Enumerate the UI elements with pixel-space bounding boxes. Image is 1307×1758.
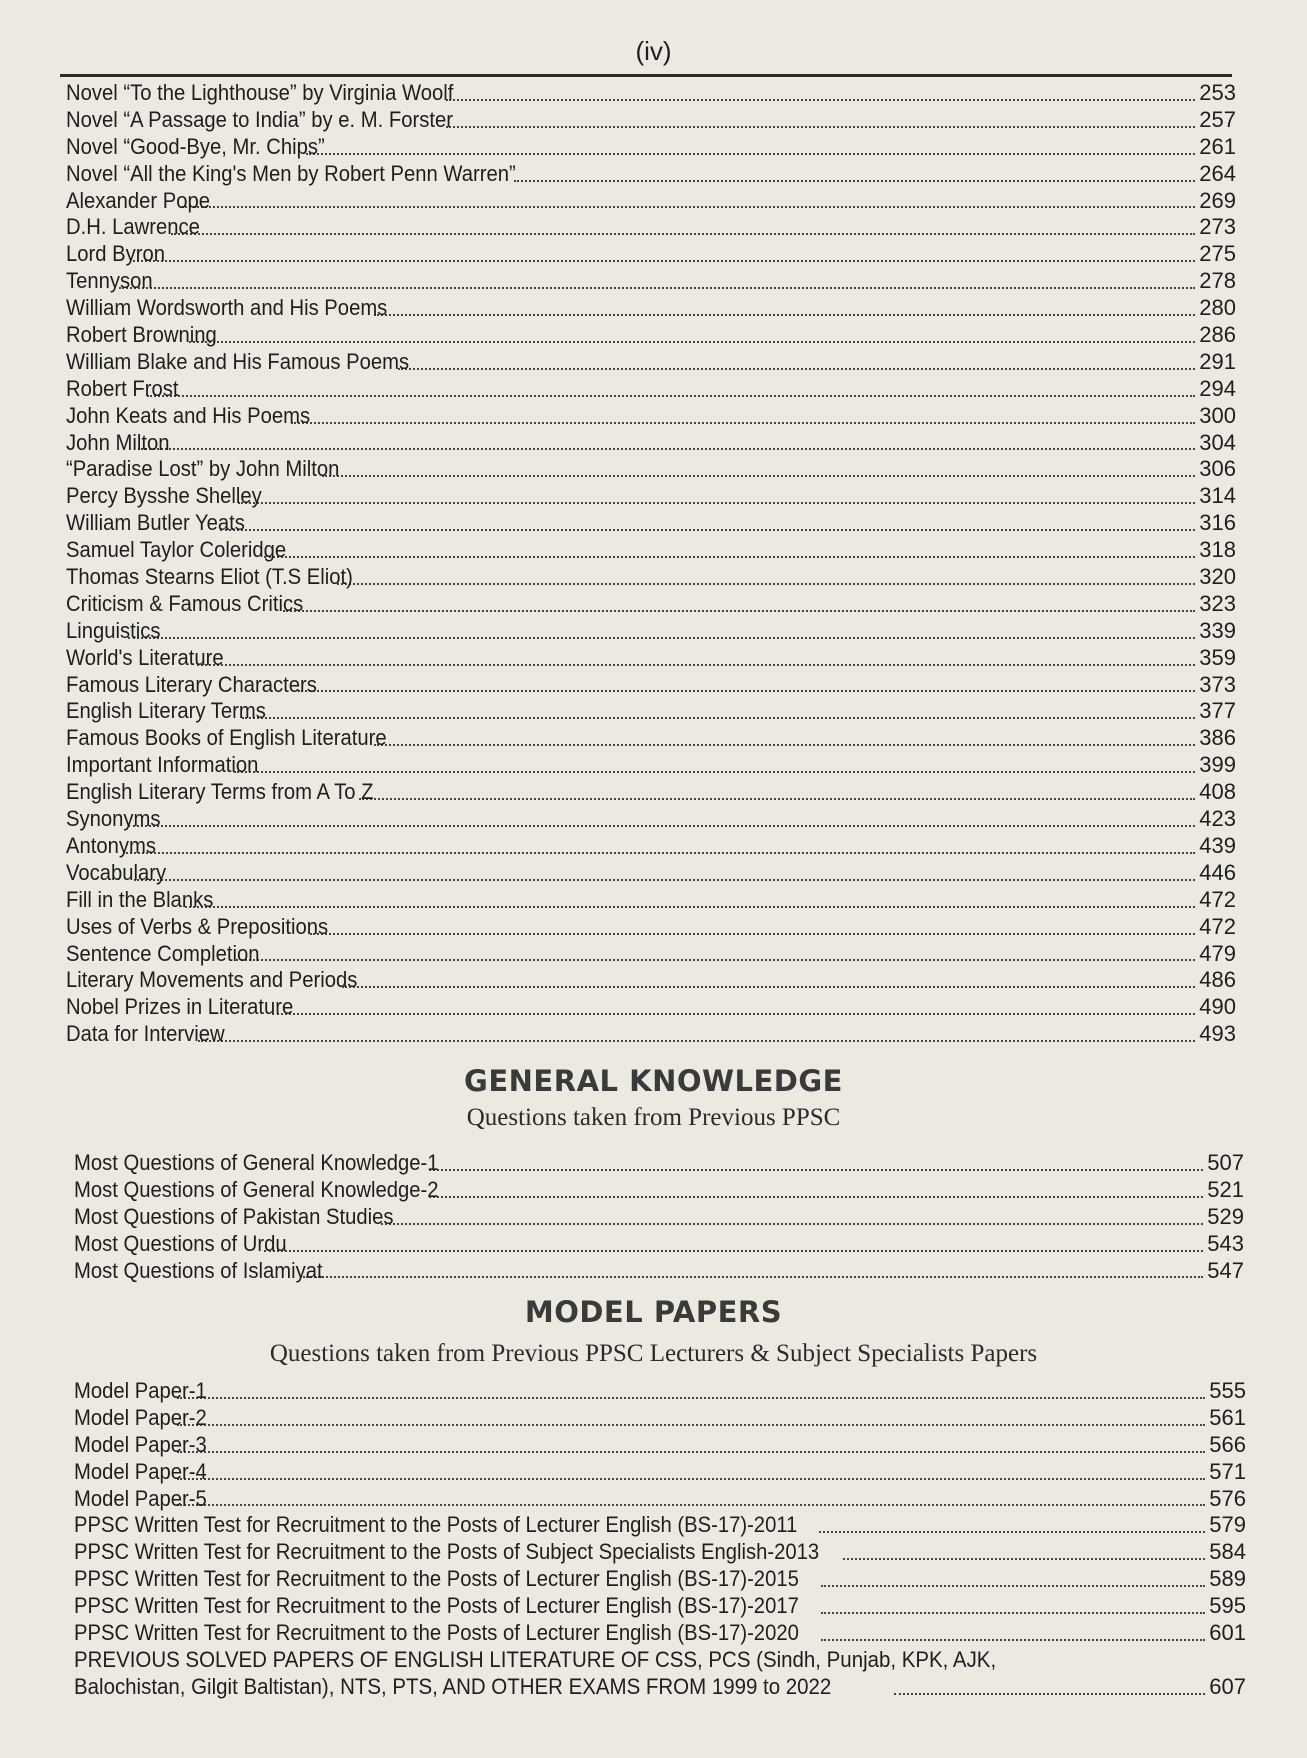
top-rule: [60, 74, 1232, 77]
leader-dots: [220, 528, 1196, 531]
toc-entry-title: PPSC Written Test for Recruitment to the Posts of Subject Specialists English-2013: [74, 1539, 820, 1565]
toc-entry-page: 294: [1199, 375, 1236, 401]
leader-dots: [283, 609, 1195, 612]
toc-entry: [66, 1021, 1236, 1048]
toc-entry-title: World's Literature: [66, 644, 224, 670]
leader-dots: [123, 851, 1195, 854]
toc-entry-title: Antonyms: [66, 832, 157, 858]
toc-entry-page: 493: [1199, 1021, 1236, 1047]
toc-entry-page: 316: [1199, 510, 1236, 536]
toc-entry: [66, 430, 1236, 457]
toc-entry-title: Robert Browning: [66, 322, 217, 348]
leader-dots: [177, 1396, 1205, 1399]
leader-dots: [185, 905, 1195, 908]
toc-entry-page: 318: [1199, 537, 1236, 563]
leader-dots: [182, 205, 1196, 208]
toc-entry-title: Model Paper-3: [74, 1431, 207, 1457]
toc-entry-page: 601: [1209, 1620, 1246, 1646]
toc-entry: [66, 833, 1236, 860]
toc-entry-title: Novel “To the Lighthouse” by Virginia Woolf: [66, 80, 454, 105]
toc-entry: [66, 295, 1236, 322]
toc-entry-title: Fill in the Blanks: [66, 886, 214, 912]
leader-dots: [298, 689, 1195, 692]
toc-entry-title: Robert Frost: [66, 375, 179, 401]
toc-entry: [66, 645, 1236, 672]
toc-entry-page: 273: [1199, 214, 1236, 240]
final-entry-page: 607: [1209, 1673, 1246, 1699]
toc-entry-title: Sentence Completion: [66, 940, 260, 966]
toc-entry: [66, 967, 1236, 994]
toc-entry-title: Nobel Prizes in Literature: [66, 994, 294, 1020]
toc-entry-title: PPSC Written Test for Recruitment to the Posts of Lecturer English (BS-17)-2017: [74, 1593, 799, 1619]
toc-entry: [66, 80, 1236, 107]
toc-entry-page: 490: [1199, 994, 1236, 1020]
toc-entry-page: 566: [1209, 1431, 1246, 1457]
toc-entry-page: 278: [1199, 268, 1236, 294]
toc-entry-title: John Milton: [66, 429, 170, 455]
toc-entry: [66, 752, 1236, 779]
toc-entry-title: Alexander Pope: [66, 187, 211, 213]
toc-entry-title: Most Questions of General Knowledge-1: [74, 1150, 439, 1175]
leader-dots: [133, 259, 1195, 262]
toc-entry-title: William Butler Yeats: [66, 510, 245, 536]
toc-entry: [66, 591, 1236, 618]
toc-entry-title: Famous Literary Characters: [66, 671, 317, 697]
toc-entry-title: Most Questions of Islamiyat: [74, 1257, 323, 1283]
toc-entry-page: 472: [1199, 886, 1236, 912]
leader-dots: [303, 1275, 1203, 1278]
toc-entry-title: Model Paper-2: [74, 1404, 207, 1430]
toc-entry-page: 561: [1209, 1404, 1246, 1430]
toc-entry: [66, 779, 1236, 806]
final-entry-line1: PREVIOUS SOLVED PAPERS OF ENGLISH LITERATURE OF CSS, PCS (Sindh, Punjab, KPK, AJK,: [74, 1646, 997, 1672]
toc-entry: [66, 188, 1236, 215]
toc-entry-title: John Keats and His Poems: [66, 402, 311, 428]
toc-entry-page: 253: [1199, 80, 1236, 105]
toc-entry-title: Novel “Good-Bye, Mr. Chips”: [66, 133, 325, 159]
leader-dots: [306, 152, 1195, 155]
toc-entry-title: William Wordsworth and His Poems: [66, 295, 388, 321]
toc-entry-title: English Literary Terms from A To Z: [66, 779, 374, 805]
toc-entry-final: [74, 1647, 1246, 1701]
general-knowledge-subheading: Questions taken from Previous PPSC: [466, 1104, 841, 1131]
leader-dots: [446, 125, 1195, 128]
leader-dots: [134, 878, 1195, 881]
toc-entry-page: 300: [1199, 402, 1236, 428]
toc-entry-title: Literary Movements and Periods: [66, 967, 358, 993]
toc-entry-page: 359: [1199, 644, 1236, 670]
leader-dots: [446, 98, 1195, 101]
toc-entry: [66, 914, 1236, 941]
toc-entry: [66, 161, 1236, 188]
toc-entry-page: 547: [1207, 1257, 1244, 1283]
leader-dots: [264, 1249, 1203, 1252]
toc-entry-page: 543: [1207, 1230, 1244, 1256]
general-knowledge-heading: GENERAL KNOWLEDGE: [464, 1064, 843, 1098]
toc-entry: [66, 698, 1236, 725]
toc-entry: [66, 618, 1236, 645]
toc-entry-title: Vocabulary: [66, 859, 167, 885]
final-entry-line2-row: [74, 1674, 1246, 1701]
toc-entry-page: 339: [1199, 617, 1236, 643]
toc-entry-title: Criticism & Famous Critics: [66, 590, 304, 616]
toc-entry-title: Important Information: [66, 752, 259, 778]
toc-entry: [74, 1405, 1246, 1432]
leader-dots: [198, 1039, 1196, 1042]
toc-entry: [74, 1231, 1244, 1258]
toc-entry: [74, 1150, 1244, 1177]
model-papers-subheading: Questions taken from Previous PPSC Lecturers & Subject Specialists Papers: [269, 1340, 1038, 1367]
toc-entry-title: Linguistics: [66, 617, 161, 643]
toc-entry-title: Novel “All the King's Men by Robert Penn Warren”: [66, 160, 516, 186]
toc-entry: [74, 1512, 1246, 1539]
toc-entry: [74, 1486, 1246, 1513]
toc-entry: [74, 1593, 1246, 1620]
leader-dots: [374, 743, 1196, 746]
leader-dots: [821, 1611, 1205, 1614]
toc-entry: [66, 134, 1236, 161]
leader-dots: [374, 313, 1195, 316]
toc-entry-title: Synonyms: [66, 806, 161, 832]
toc-entry: [66, 941, 1236, 968]
toc-entry-title: Model Paper-4: [74, 1458, 207, 1484]
toc-entry-page: 529: [1207, 1203, 1244, 1229]
toc-entry: [74, 1432, 1246, 1459]
toc-entry: [66, 322, 1236, 349]
toc-entry: [74, 1177, 1244, 1204]
leader-dots: [359, 797, 1195, 800]
toc-entry: [74, 1539, 1246, 1566]
toc-entry-page: 595: [1209, 1593, 1246, 1619]
toc-entry: [66, 107, 1236, 134]
toc-entry-page: 275: [1199, 241, 1236, 267]
toc-entry-title: Most Questions of General Knowledge-2: [74, 1176, 439, 1202]
leader-dots: [236, 958, 1196, 961]
toc-entry-page: 423: [1199, 806, 1236, 832]
toc-entry: [66, 349, 1236, 376]
toc-entry-title: Tennyson: [66, 268, 153, 294]
leader-dots: [177, 1450, 1205, 1453]
toc-entry-title: Percy Bysshe Shelley: [66, 483, 262, 509]
toc-entry-page: 306: [1199, 456, 1236, 482]
toc-entry-page: 291: [1199, 348, 1236, 374]
toc-entry: [66, 510, 1236, 537]
leader-dots: [147, 394, 1195, 397]
toc-entry-page: 280: [1199, 295, 1236, 321]
toc-entry-page: 323: [1199, 590, 1236, 616]
toc-entry: [66, 994, 1236, 1021]
leader-dots: [171, 232, 1196, 235]
toc-entry-page: 304: [1199, 429, 1236, 455]
toc-entry-page: 486: [1199, 967, 1236, 993]
page-number: (iv): [635, 36, 672, 66]
leader-dots: [242, 716, 1195, 719]
toc-entry-page: 386: [1199, 725, 1236, 751]
toc-entry-page: 261: [1199, 133, 1236, 159]
leader-dots: [264, 555, 1195, 558]
toc-entry: [66, 214, 1236, 241]
toc-entry: [66, 537, 1236, 564]
toc-entry-title: Most Questions of Urdu: [74, 1230, 287, 1256]
toc-entry-page: 264: [1199, 160, 1236, 186]
toc-entry: [66, 456, 1236, 483]
leader-dots: [177, 1503, 1205, 1506]
toc-entry: [74, 1566, 1246, 1593]
toc-entry: [74, 1258, 1244, 1285]
leader-dots: [894, 1692, 1205, 1695]
toc-entry-title: Famous Books of English Literature: [66, 725, 387, 751]
leader-dots: [398, 367, 1195, 370]
toc-entry: [66, 725, 1236, 752]
toc-entry-title: PPSC Written Test for Recruitment to the Posts of Lecturer English (BS-17)-2015: [74, 1566, 799, 1592]
leader-dots: [197, 663, 1196, 666]
toc-entry-page: 269: [1199, 187, 1236, 213]
toc-entry: [66, 376, 1236, 403]
toc-entry-page: 507: [1207, 1150, 1244, 1175]
toc-entry-title: Uses of Verbs & Prepositions: [66, 913, 329, 939]
toc-entry-title: D.H. Lawrence: [66, 214, 200, 240]
toc-entry-page: 589: [1209, 1566, 1246, 1592]
toc-entry: [74, 1620, 1246, 1647]
leader-dots: [128, 636, 1195, 639]
toc-entry-page: 579: [1209, 1512, 1246, 1538]
toc-entry-page: 446: [1199, 859, 1236, 885]
leader-dots: [429, 1168, 1203, 1171]
toc-entry: [66, 241, 1236, 268]
final-entry-line1-row: [74, 1647, 1246, 1674]
leader-dots: [342, 985, 1195, 988]
toc-entry-title: Lord Byron: [66, 241, 166, 267]
toc-entry: [74, 1204, 1244, 1231]
toc-entry-page: 320: [1199, 564, 1236, 590]
toc-entry-page: 399: [1199, 752, 1236, 778]
leader-dots: [310, 932, 1195, 935]
leader-dots: [272, 1012, 1195, 1015]
toc-entry-page: 257: [1199, 106, 1236, 132]
toc-entry-page: 408: [1199, 779, 1236, 805]
toc-entry-page: 286: [1199, 322, 1236, 348]
leader-dots: [514, 179, 1195, 182]
toc-entry-title: PPSC Written Test for Recruitment to the Posts of Lecturer English (BS-17)-2020: [74, 1620, 799, 1646]
leader-dots: [322, 474, 1195, 477]
leader-dots: [177, 1423, 1205, 1426]
leader-dots: [291, 421, 1196, 424]
leader-dots: [238, 501, 1195, 504]
leader-dots: [843, 1557, 1205, 1560]
toc-entry-page: 439: [1199, 832, 1236, 858]
leader-dots: [821, 1584, 1205, 1587]
toc-entry-title: Most Questions of Pakistan Studies: [74, 1203, 394, 1229]
toc-entry-page: 373: [1199, 671, 1236, 697]
toc-entry-title: William Blake and His Famous Poems: [66, 348, 410, 374]
toc-entry-page: 571: [1209, 1458, 1246, 1484]
toc-entry-page: 555: [1209, 1378, 1246, 1403]
leader-dots: [138, 447, 1196, 450]
toc-entry: [66, 672, 1236, 699]
toc-entry-title: Novel “A Passage to India” by e. M. Forster: [66, 106, 453, 132]
toc-entry-title: English Literary Terms: [66, 698, 266, 724]
leader-dots: [234, 770, 1195, 773]
toc-entry-page: 377: [1199, 698, 1236, 724]
leader-dots: [429, 1195, 1203, 1198]
toc-entry: [66, 483, 1236, 510]
leader-dots: [128, 824, 1195, 827]
leader-dots: [189, 340, 1195, 343]
toc-entry-title: Model Paper-5: [74, 1485, 207, 1511]
toc-entry: [66, 806, 1236, 833]
leader-dots: [119, 286, 1195, 289]
toc-entry-title: Samuel Taylor Coleridge: [66, 537, 287, 563]
toc-entry: [66, 860, 1236, 887]
toc-entry-page: 479: [1199, 940, 1236, 966]
toc-entry-page: 584: [1209, 1539, 1246, 1565]
final-entry-line2: Balochistan, Gilgit Baltistan), NTS, PTS, AND OTHER EXAMS FROM 1999 to 2022: [74, 1673, 832, 1699]
toc-entry: [66, 564, 1236, 591]
toc-entry-title: PPSC Written Test for Recruitment to the Posts of Lecturer English (BS-17)-2011: [74, 1512, 798, 1538]
leader-dots: [177, 1477, 1205, 1480]
leader-dots: [821, 1638, 1205, 1641]
toc-main-section: [66, 80, 1236, 1048]
toc-model-papers-section: [74, 1378, 1246, 1701]
toc-entry-title: “Paradise Lost” by John Milton: [66, 456, 340, 482]
toc-general-knowledge-section: [74, 1150, 1244, 1284]
toc-entry-title: Thomas Stearns Eliot (T.S Eliot): [66, 564, 353, 590]
leader-dots: [337, 582, 1195, 585]
toc-entry-page: 521: [1207, 1176, 1244, 1202]
toc-entry-page: 576: [1209, 1485, 1246, 1511]
toc-entry: [74, 1378, 1246, 1405]
toc-entry: [74, 1459, 1246, 1486]
toc-entry: [66, 268, 1236, 295]
model-papers-heading: MODEL PAPERS: [524, 1295, 783, 1329]
toc-entry: [66, 887, 1236, 914]
toc-entry-page: 314: [1199, 483, 1236, 509]
toc-entry-page: 472: [1199, 913, 1236, 939]
toc-entry: [66, 403, 1236, 430]
toc-entry-title: Model Paper-1: [74, 1378, 207, 1403]
leader-dots: [819, 1530, 1205, 1533]
toc-entry-title: Data for Interview: [66, 1021, 225, 1047]
leader-dots: [381, 1222, 1204, 1225]
